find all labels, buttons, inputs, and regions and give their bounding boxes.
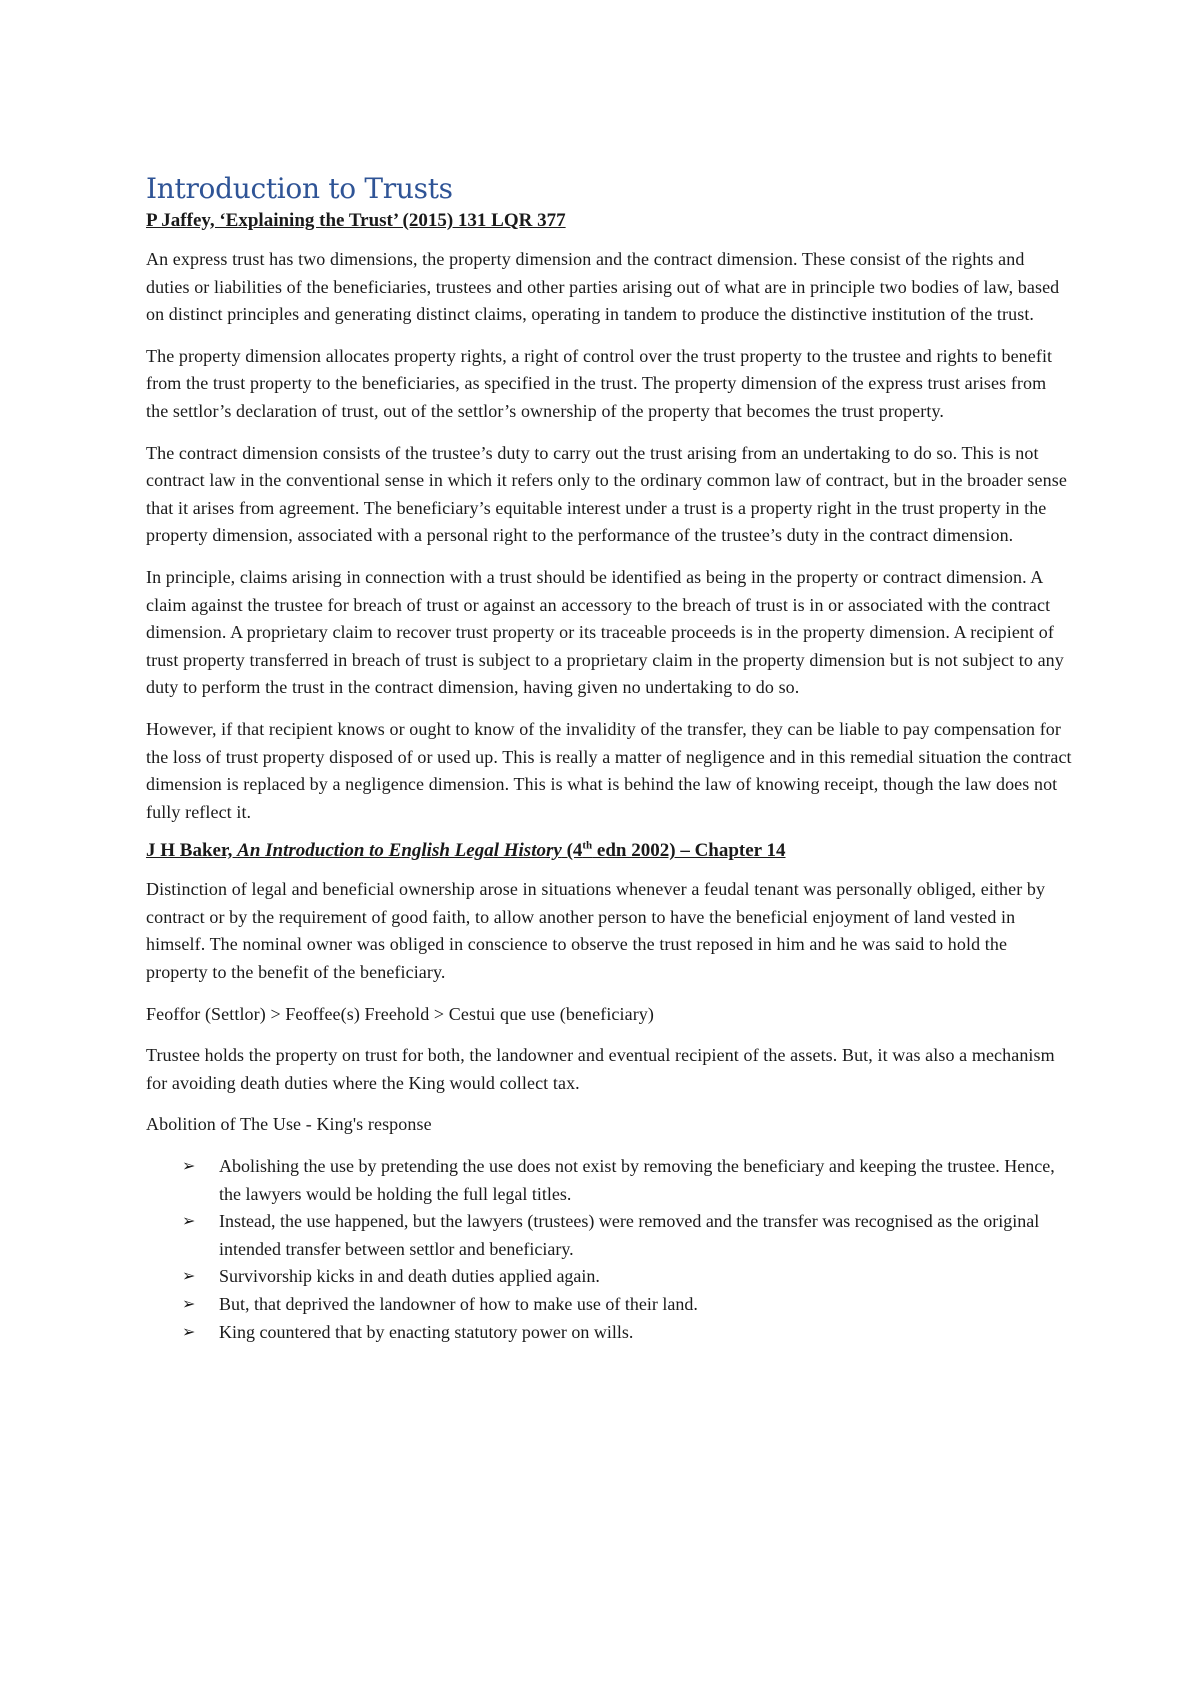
reference-edition: (4 bbox=[561, 840, 583, 862]
paragraph: Feoffor (Settlor) > Feoffee(s) Freehold > Cestui que use (beneficiary) bbox=[146, 1003, 654, 1024]
arrow-bullet-icon: ➢ bbox=[182, 1158, 196, 1176]
document-title: Introduction to Trusts bbox=[146, 172, 453, 205]
list-item-text: Survivorship kicks in and death duties applied again. bbox=[219, 1266, 600, 1287]
arrow-bullet-icon: ➢ bbox=[182, 1323, 196, 1341]
document-body bbox=[146, 170, 1072, 1346]
list-item-text: Instead, the use happened, but the lawyers (trustees) were removed and the transfer was recognised as the original intended transfer between settlor and beneficiary. bbox=[219, 1211, 1040, 1259]
paragraph: An express trust has two dimensions, the property dimension and the contract dimension. These consist of the rights and duties or liabilities of the beneficiaries, trustees and other parties arising out of what are in principle two bodies of law, based on distinct principles and generating distinct claims, operating in tandem to produce the distinctive institution of the trust. bbox=[146, 249, 1060, 325]
list-item bbox=[182, 1208, 1072, 1263]
list-item bbox=[182, 1263, 1072, 1291]
bullet-list bbox=[146, 1153, 1072, 1346]
list-item bbox=[182, 1291, 1072, 1319]
reference-author: J H Baker, bbox=[146, 840, 238, 862]
list-item-text: Abolishing the use by pretending the use does not exist by removing the beneficiary and keeping the trustee. Hence, the lawyers would be holding the full legal titles. bbox=[219, 1156, 1055, 1204]
paragraph: Trustee holds the property on trust for both, the landowner and eventual recipient of the assets. But, it was also a mechanism for avoiding death duties where the King would collect tax. bbox=[146, 1045, 1055, 1093]
reference-book-title: An Introduction to English Legal History bbox=[237, 840, 562, 862]
list-item-text: But, that deprived the landowner of how to make use of their land. bbox=[219, 1294, 698, 1314]
reference-edition-rest: edn 2002) – Chapter 14 bbox=[592, 840, 786, 862]
reference-baker bbox=[146, 838, 1072, 864]
reference-edition-superscript: th bbox=[582, 839, 593, 852]
paragraph: The property dimension allocates property rights, a right of control over the trust property to the trustee and rights to benefit from the trust property to the beneficiaries, as specified in the trust. The property dimension of the express trust arises from the settlor’s declaration of trust, out of the settlor’s ownership of the property that becomes the trust property. bbox=[146, 345, 1053, 421]
paragraph: The contract dimension consists of the trustee’s duty to carry out the trust arising from an undertaking to do so. This is not contract law in the conventional sense in which it refers only to the ordinary common law of contract, but in the broader sense that it arises from agreement. The beneficiary’s equitable interest under a trust is a property right in the trust property in the property dimension, associated with a personal right to the performance of the trustee’s duty in the contract dimension. bbox=[146, 442, 1067, 546]
list-item bbox=[182, 1153, 1072, 1208]
arrow-bullet-icon: ➢ bbox=[182, 1213, 196, 1231]
arrow-bullet-icon: ➢ bbox=[182, 1268, 196, 1286]
list-item bbox=[182, 1319, 1072, 1347]
paragraph: Abolition of The Use - King's response bbox=[146, 1114, 432, 1135]
paragraph: Distinction of legal and beneficial ownership arose in situations whenever a feudal tenant was personally obliged, either by contract or by the requirement of good faith, to allow another person to have the beneficial enjoyment of land vested in himself. The nominal owner was obliged in conscience to observe the trust reposed in him and he was said to hold the property to the benefit of the beneficiary. bbox=[146, 879, 1046, 983]
reference-jaffey: P Jaffey, ‘Explaining the Trust’ (2015) 131 LQR 377 bbox=[146, 210, 566, 231]
list-item-text: King countered that by enacting statutory power on wills. bbox=[219, 1321, 634, 1342]
arrow-bullet-icon: ➢ bbox=[182, 1296, 196, 1313]
paragraph: However, if that recipient knows or ought to know of the invalidity of the transfer, they can be liable to pay compensation for the loss of trust property disposed of or used up. This is really a matter of negligence and in this remedial situation the contract dimension is replaced by a negligence dimension. This is what is behind the law of knowing receipt, though the law does not fully reflect it. bbox=[146, 718, 1072, 822]
paragraph: In principle, claims arising in connection with a trust should be identified as being in the property or contract dimension. A claim against the trustee for breach of trust or against an accessory to the breach of trust is in or associated with the contract dimension. A proprietary claim to recover trust property or its traceable proceeds is in the property dimension. A recipient of trust property transferred in breach of trust is subject to a proprietary claim in the property dimension but is not subject to any duty to perform the trust in the contract dimension, having given no undertaking to do so. bbox=[146, 566, 1064, 698]
